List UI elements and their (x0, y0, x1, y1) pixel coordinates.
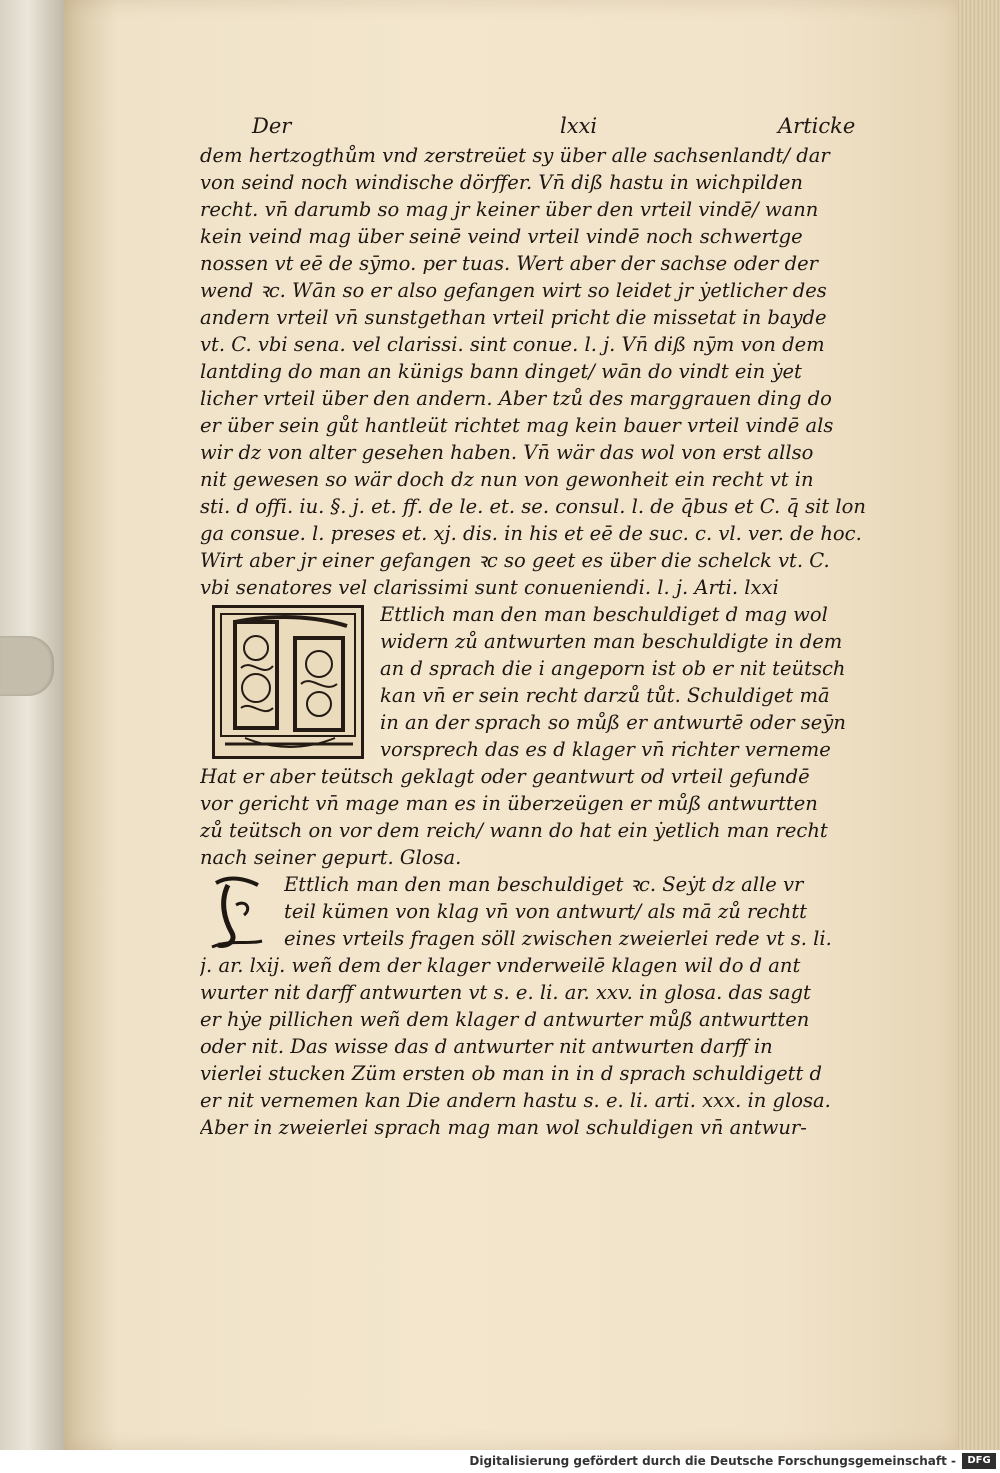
header-left: Der (252, 114, 292, 138)
header-folio: lxxi (560, 114, 598, 138)
text-line: vor gericht vn̄ mage man es in überzeügen er můß antwurtten (200, 792, 818, 815)
text-line: dem hertzogthům vnd zerstreüet sy über alle sachsenlandt/ dar (200, 144, 830, 167)
text-line: nossen vt eē de sȳmo. per tuas. Wert aber der sachse oder der (200, 252, 818, 275)
text-line: Wirt aber jr einer gefangen ꝛc so geet es über die schelck vt. C. (200, 549, 830, 572)
woodcut-initial-e (212, 605, 364, 759)
text-line: vierlei stucken Züm ersten ob man in in d sprach schuldigett d (200, 1062, 823, 1085)
text-line: Hat er aber teütsch geklagt oder geantwurt od vrteil gefundē (200, 765, 810, 788)
page-stack-edge (958, 0, 1000, 1450)
book-clip (0, 636, 54, 696)
initial-text-lines (380, 601, 890, 763)
dfg-logo: DFG (962, 1453, 996, 1469)
funding-credit: Digitalisierung gefördert durch die Deutsche Forschungsgemeinschaft - (469, 1454, 956, 1468)
text-line: vt. C. vbi sena. vel clarissi. sint conue. l. j. Vn̄ diß nȳm von dem (200, 333, 825, 356)
left-page-edge (0, 0, 70, 1450)
text-line: wend ꝛc. Wān so er also gefangen wirt so leidet jr ẏetlicher des (200, 279, 827, 302)
header-right: Articke (778, 114, 856, 138)
text-line: recht. vn̄ darumb so mag jr keiner über den vrteil vindē/ wann (200, 198, 819, 221)
text-line: oder nit. Das wisse das d antwurter nit antwurten darff in (200, 1035, 773, 1058)
text-line: teil kümen von klag vn̄ von antwurt/ als mā zů rechtt (284, 900, 807, 923)
glosa-paragraph (200, 871, 890, 952)
text-line: widern zů antwurten man beschuldigte in dem (380, 630, 843, 653)
text-line: er nit vernemen kan Die andern hastu s. e. li. arti. xxx. in glosa. (200, 1089, 831, 1112)
text-line: wir dz von alter gesehen haben. Vn̄ wär das wol von erst allso (200, 441, 814, 464)
digitization-footer (0, 1450, 1000, 1473)
text-line: er über sein gůt hantleüt richtet mag kein bauer vrteil vindē als (200, 414, 834, 437)
text-section-2 (200, 763, 890, 871)
text-line: kan vn̄ er sein recht darzů tůt. Schuldiget mā (380, 684, 830, 707)
text-line: andern vrteil vn̄ sunstgethan vrteil pricht die missetat in bayde (200, 306, 827, 329)
text-line: zů teütsch on vor dem reich/ wann do hat ein ẏetlich man recht (200, 819, 828, 842)
running-header (200, 112, 890, 142)
text-line: Ettlich man den man beschuldiget ꝛc. Seẏt dz alle vr (284, 873, 804, 896)
text-line: wurter nit darff antwurten vt s. e. li. ar. xxv. in glosa. das sagt (200, 981, 811, 1004)
text-line: in an der sprach so můß er antwurtē oder seȳn (380, 711, 846, 734)
text-line: an d sprach die i angeporn ist ob er nit teütsch (380, 657, 846, 680)
text-line: er hẏe pillichen weñ dem klager d antwurter můß antwurtten (200, 1008, 810, 1031)
text-line: kein veind mag über seinē veind vrteil vindē noch schwertge (200, 225, 803, 248)
text-line: nach seiner gepurt. Glosa. (200, 846, 462, 869)
initial-paragraph (200, 601, 890, 763)
text-block (200, 112, 890, 1141)
text-line: Aber in zweierlei sprach mag man wol schuldigen vn̄ antwur- (200, 1116, 807, 1139)
decorated-initial-e (206, 875, 266, 951)
text-line: Ettlich man den man beschuldiget d mag wol (380, 603, 828, 626)
text-section-3 (200, 952, 890, 1141)
glosa-initial-lines (284, 871, 890, 952)
text-line: vbi senatores vel clarissimi sunt conueniendi. l. j. Arti. lxxi (200, 576, 779, 599)
text-line: von seind noch windische dörffer. Vn̄ diß hastu in wichpilden (200, 171, 803, 194)
text-line: eines vrteils fragen söll zwischen zweierlei rede vt s. li. (284, 927, 832, 950)
text-line: j. ar. lxij. weñ dem der klager vnderweilē klagen wil do d ant (200, 954, 801, 977)
text-line: ga consue. l. preses et. xj. dis. in his et eē de suc. c. vl. ver. de hoc. (200, 522, 862, 545)
text-line: vorsprech das es d klager vn̄ richter verneme (380, 738, 831, 761)
text-line: nit gewesen so wär doch dz nun von gewonheit ein recht vt in (200, 468, 814, 491)
text-line: sti. d offi. iu. §. j. et. ff. de le. et. se. consul. l. de q̄bus et C. q̄ sit lon (200, 495, 866, 518)
text-section-1 (200, 142, 890, 601)
text-line: licher vrteil über den andern. Aber tzů des marggrauen ding do (200, 387, 832, 410)
text-line: lantding do man an künigs bann dinget/ wān do vindt ein ẏet (200, 360, 802, 383)
